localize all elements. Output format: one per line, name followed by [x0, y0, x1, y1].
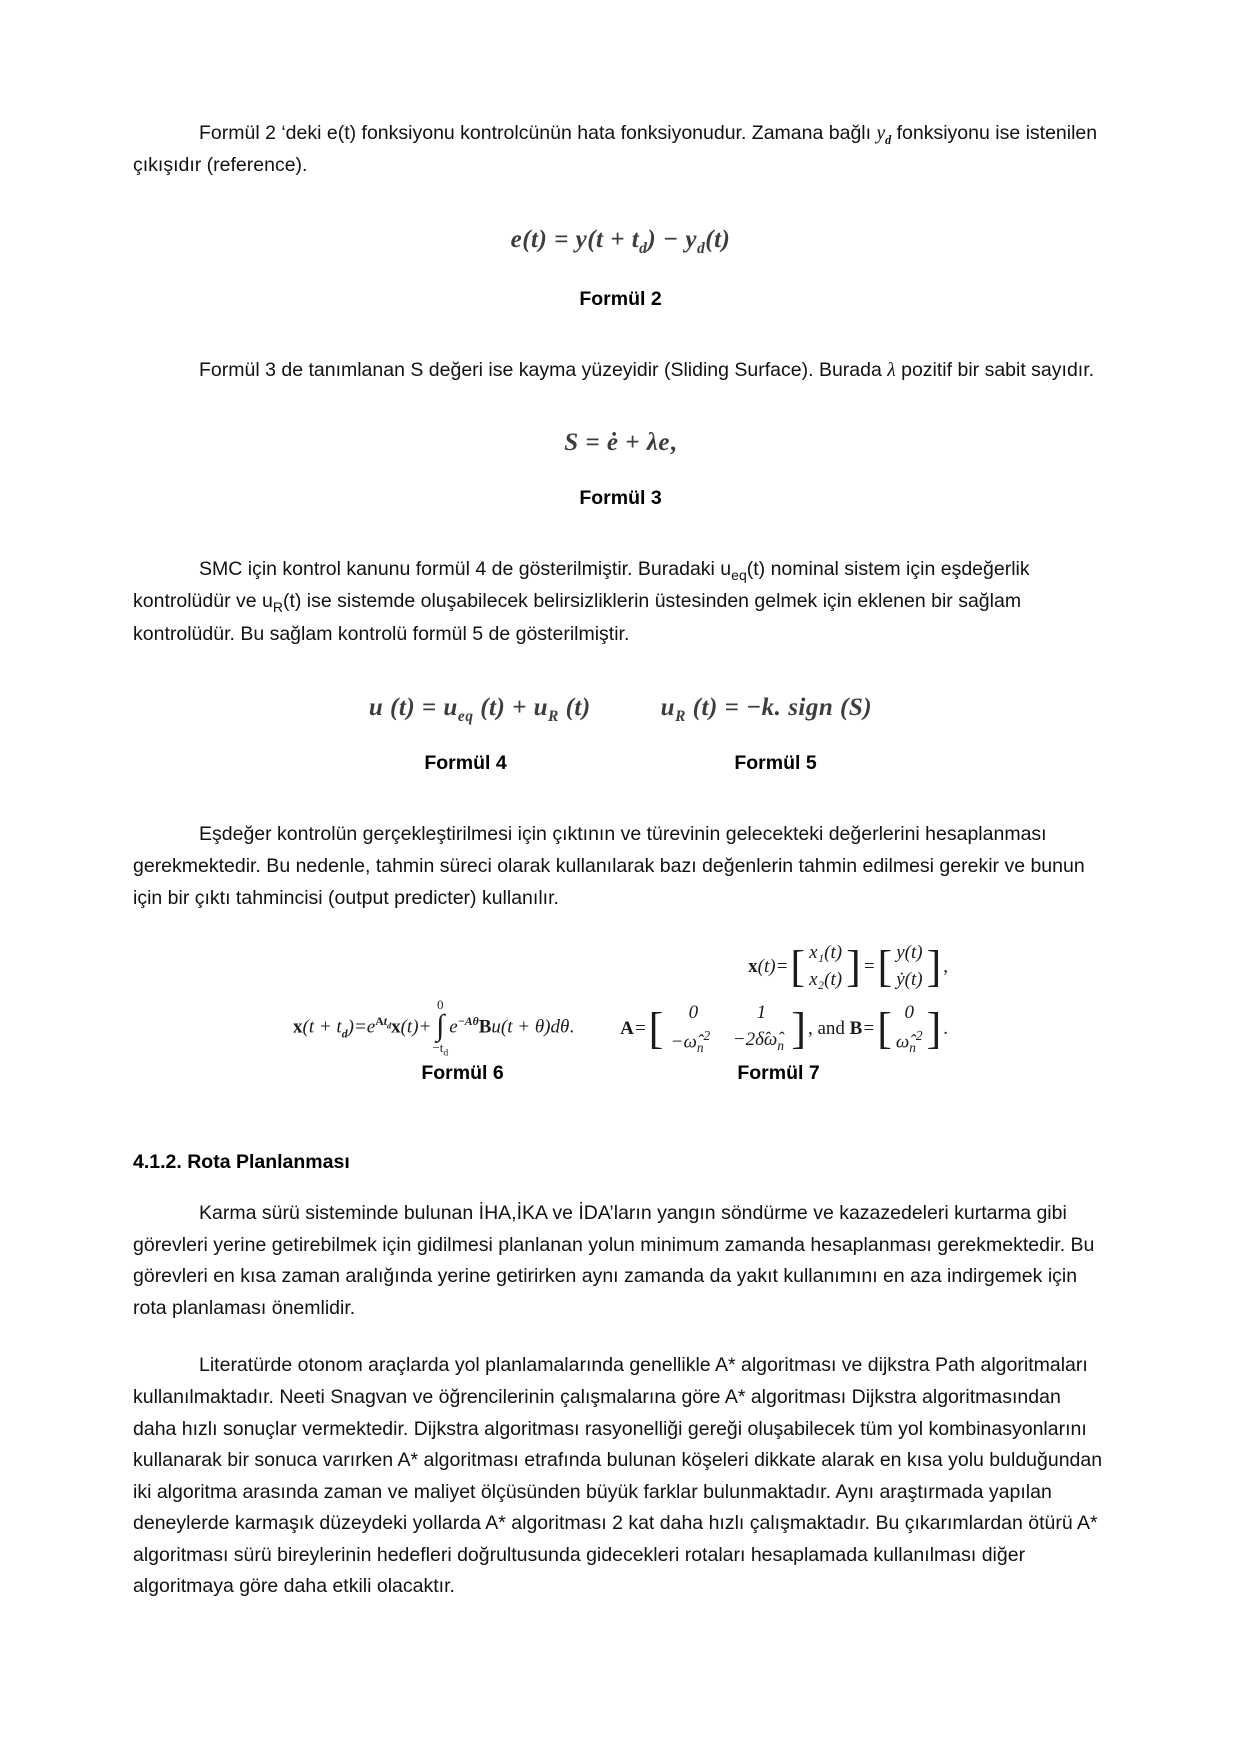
formula-7-caption: Formül 7	[737, 1062, 820, 1085]
formula-2-caption: Formül 2	[579, 288, 662, 311]
paragraph-formula3-intro	[133, 355, 1108, 387]
paragraph-text-part: pozitif bir sabit sayıdır.	[895, 359, 1095, 382]
formula-2-equation	[133, 226, 1108, 258]
paragraph-text-part: Formül 3 de tanımlanan S değeri ise kayma yüzeyidir (Sliding Surface). Burada	[199, 359, 888, 382]
paragraph-text-part: Formül 2 ‘deki e(t) fonksiyonu kontrolcünün hata fonksiyonudur. Zamana bağlı	[199, 122, 877, 144]
formula-2-math: $e(t) = y(t + t_d) - y_d(t)$	[510, 226, 731, 258]
subscript-eq: eq	[731, 566, 747, 583]
subscript-r: R	[272, 599, 283, 616]
page-content	[133, 118, 1108, 1629]
formula-4-5-caption-row	[133, 752, 1108, 775]
formula-6-7-caption-row	[133, 1062, 1108, 1085]
formula-3-caption: Formül 3	[579, 486, 662, 509]
integral-icon: 0 ∫ $-t_d$	[432, 996, 449, 1059]
formula-7-line-2: A = [ 0 1 $-\omegâ_n^2$ $-2\deltâ\omegâ_n$ ] , and B = [ 0 $\omegâ_n^2$ ] .	[620, 1000, 948, 1058]
formula-3-equation	[133, 429, 1108, 457]
matrix-A: [ 0 1 $-\omegâ_n^2$ $-2\deltâ\omegâ_n$ ]	[648, 1002, 806, 1056]
paragraph-output-predicter: Eşdeğer kontrolün gerçekleştirilmesi için çıktının ve türevinin gelecekteki değerlerini hesaplanması gerekmektedir. Bu nedenle, tahmin süreci olarak kullanılarak bazı değenlerin tahmin edilmesi gerekir ve bunun için bir çıktı tahmincisi (output predicter) kullanılır.	[133, 823, 1085, 909]
formula-7-math	[620, 940, 948, 1058]
formula-6-math: $x(t + t_d)=e^{At_d}x(t)+$ 0 ∫ $-t_d$ $e^{-A\theta}Bu(t + \theta)d\theta$.	[293, 996, 575, 1059]
formula-7-line-1: x (t) = [ x₁(t) x₂(t) ] = [ y(t) ẏ(t) ] ,	[748, 940, 948, 994]
formula-4-math: u $(t) = u_{eq}$ $(t) + u_R$ (t)	[368, 694, 591, 726]
formula-5-math: $u_R$ (t) = −k. sign (S)	[660, 694, 873, 726]
paragraph-text-part: (t) nominal sistem için eşdeğerlik kontrolüdür ve u	[133, 557, 1030, 613]
formula-4-caption: Formül 4	[424, 752, 507, 775]
inline-symbol-yd: $y_d$	[876, 123, 892, 147]
inline-symbol-lambda: λ	[887, 360, 896, 382]
formula-5-caption: Formül 5	[734, 752, 817, 775]
paragraph-smc-control-law	[133, 554, 1108, 651]
formula-3-math: S = ė + λe,	[564, 428, 677, 456]
matrix-y-output: [ y(t) ẏ(t) ]	[877, 941, 942, 991]
paragraph-text-part: (t) ise sistemde oluşabilecek belirsizliklerin üstesinden gelmek için eklenen bir sağlam kontrolüdür. Bu sağlam kontrolü formül 5 de gösterilmiştir.	[133, 590, 1022, 645]
matrix-x-state: [ x₁(t) x₂(t) ]	[790, 941, 861, 991]
paragraph-text-part: fonksiyonu ise istenilen çıkışıdır (reference).	[133, 122, 1098, 177]
formula-6-caption: Formül 6	[421, 1062, 504, 1085]
paragraph-text-part: SMC için kontrol kanunu formül 4 de gösterilmiştir. Buradaki u	[199, 557, 732, 580]
matrix-B: [ 0 $\omegâ_n^2$ ]	[877, 1002, 942, 1056]
paragraph-karma-suru-sistemi: Karma sürü sisteminde bulunan İHA,İKA ve İDA’ların yangın söndürme ve kazazedeleri kurtarma gibi görevleri yerine getirebilmek için gidilmesi planlanan yolun minimum zamanda hesaplanması gerekmektedir. Bu görevleri en kısa zaman aralığında yerine getirirken aynı zamanda da yakıt kullanımını en aza indirgemek için rota planlaması önemlidir.	[133, 1202, 1095, 1319]
section-heading-rota-planlanmasi: 4.1.2. Rota Planlanması	[133, 1151, 350, 1174]
formula-4-5-equation-row	[133, 694, 1108, 726]
formula-6-7-equation-row	[133, 940, 1108, 1058]
paragraph-formula2-intro	[133, 118, 1108, 182]
paragraph-literatur-astar: Literatürde otonom araçlarda yol planlamalarında genellikle A* algoritması ve dijkstra Path algoritmaları kullanılmaktadır. Neeti Snagvan ve öğrencilerinin çalışmalarına göre A* algoritması Dijkstra algoritmasından daha hızlı sonuçlar vermektedir. Dijkstra algoritması rasyonelliği gereği oluşabilecek tüm yol kombinasyonlarını kullanarak bir sonuca varırken A* algoritması etrafında bulunan köşeleri dikkate alarak en kısa yolu bulduğundan iki algoritma arasında zaman ve maliyet ölçüsünden büyük farklar bulunmaktadır. Aynı araştırmada yapılan deneylerde karmaşık düzeydeki yollarda A* algoritması 2 kat daha hızlı çalışmaktadır. Bu çıkarımlardan ötürü A* algoritması sürü bireylerinin hedefleri doğrultusunda gidecekleri rotaları hesaplamada kullanılması diğer algoritmaya göre daha etkili olacaktır.	[133, 1354, 1103, 1598]
